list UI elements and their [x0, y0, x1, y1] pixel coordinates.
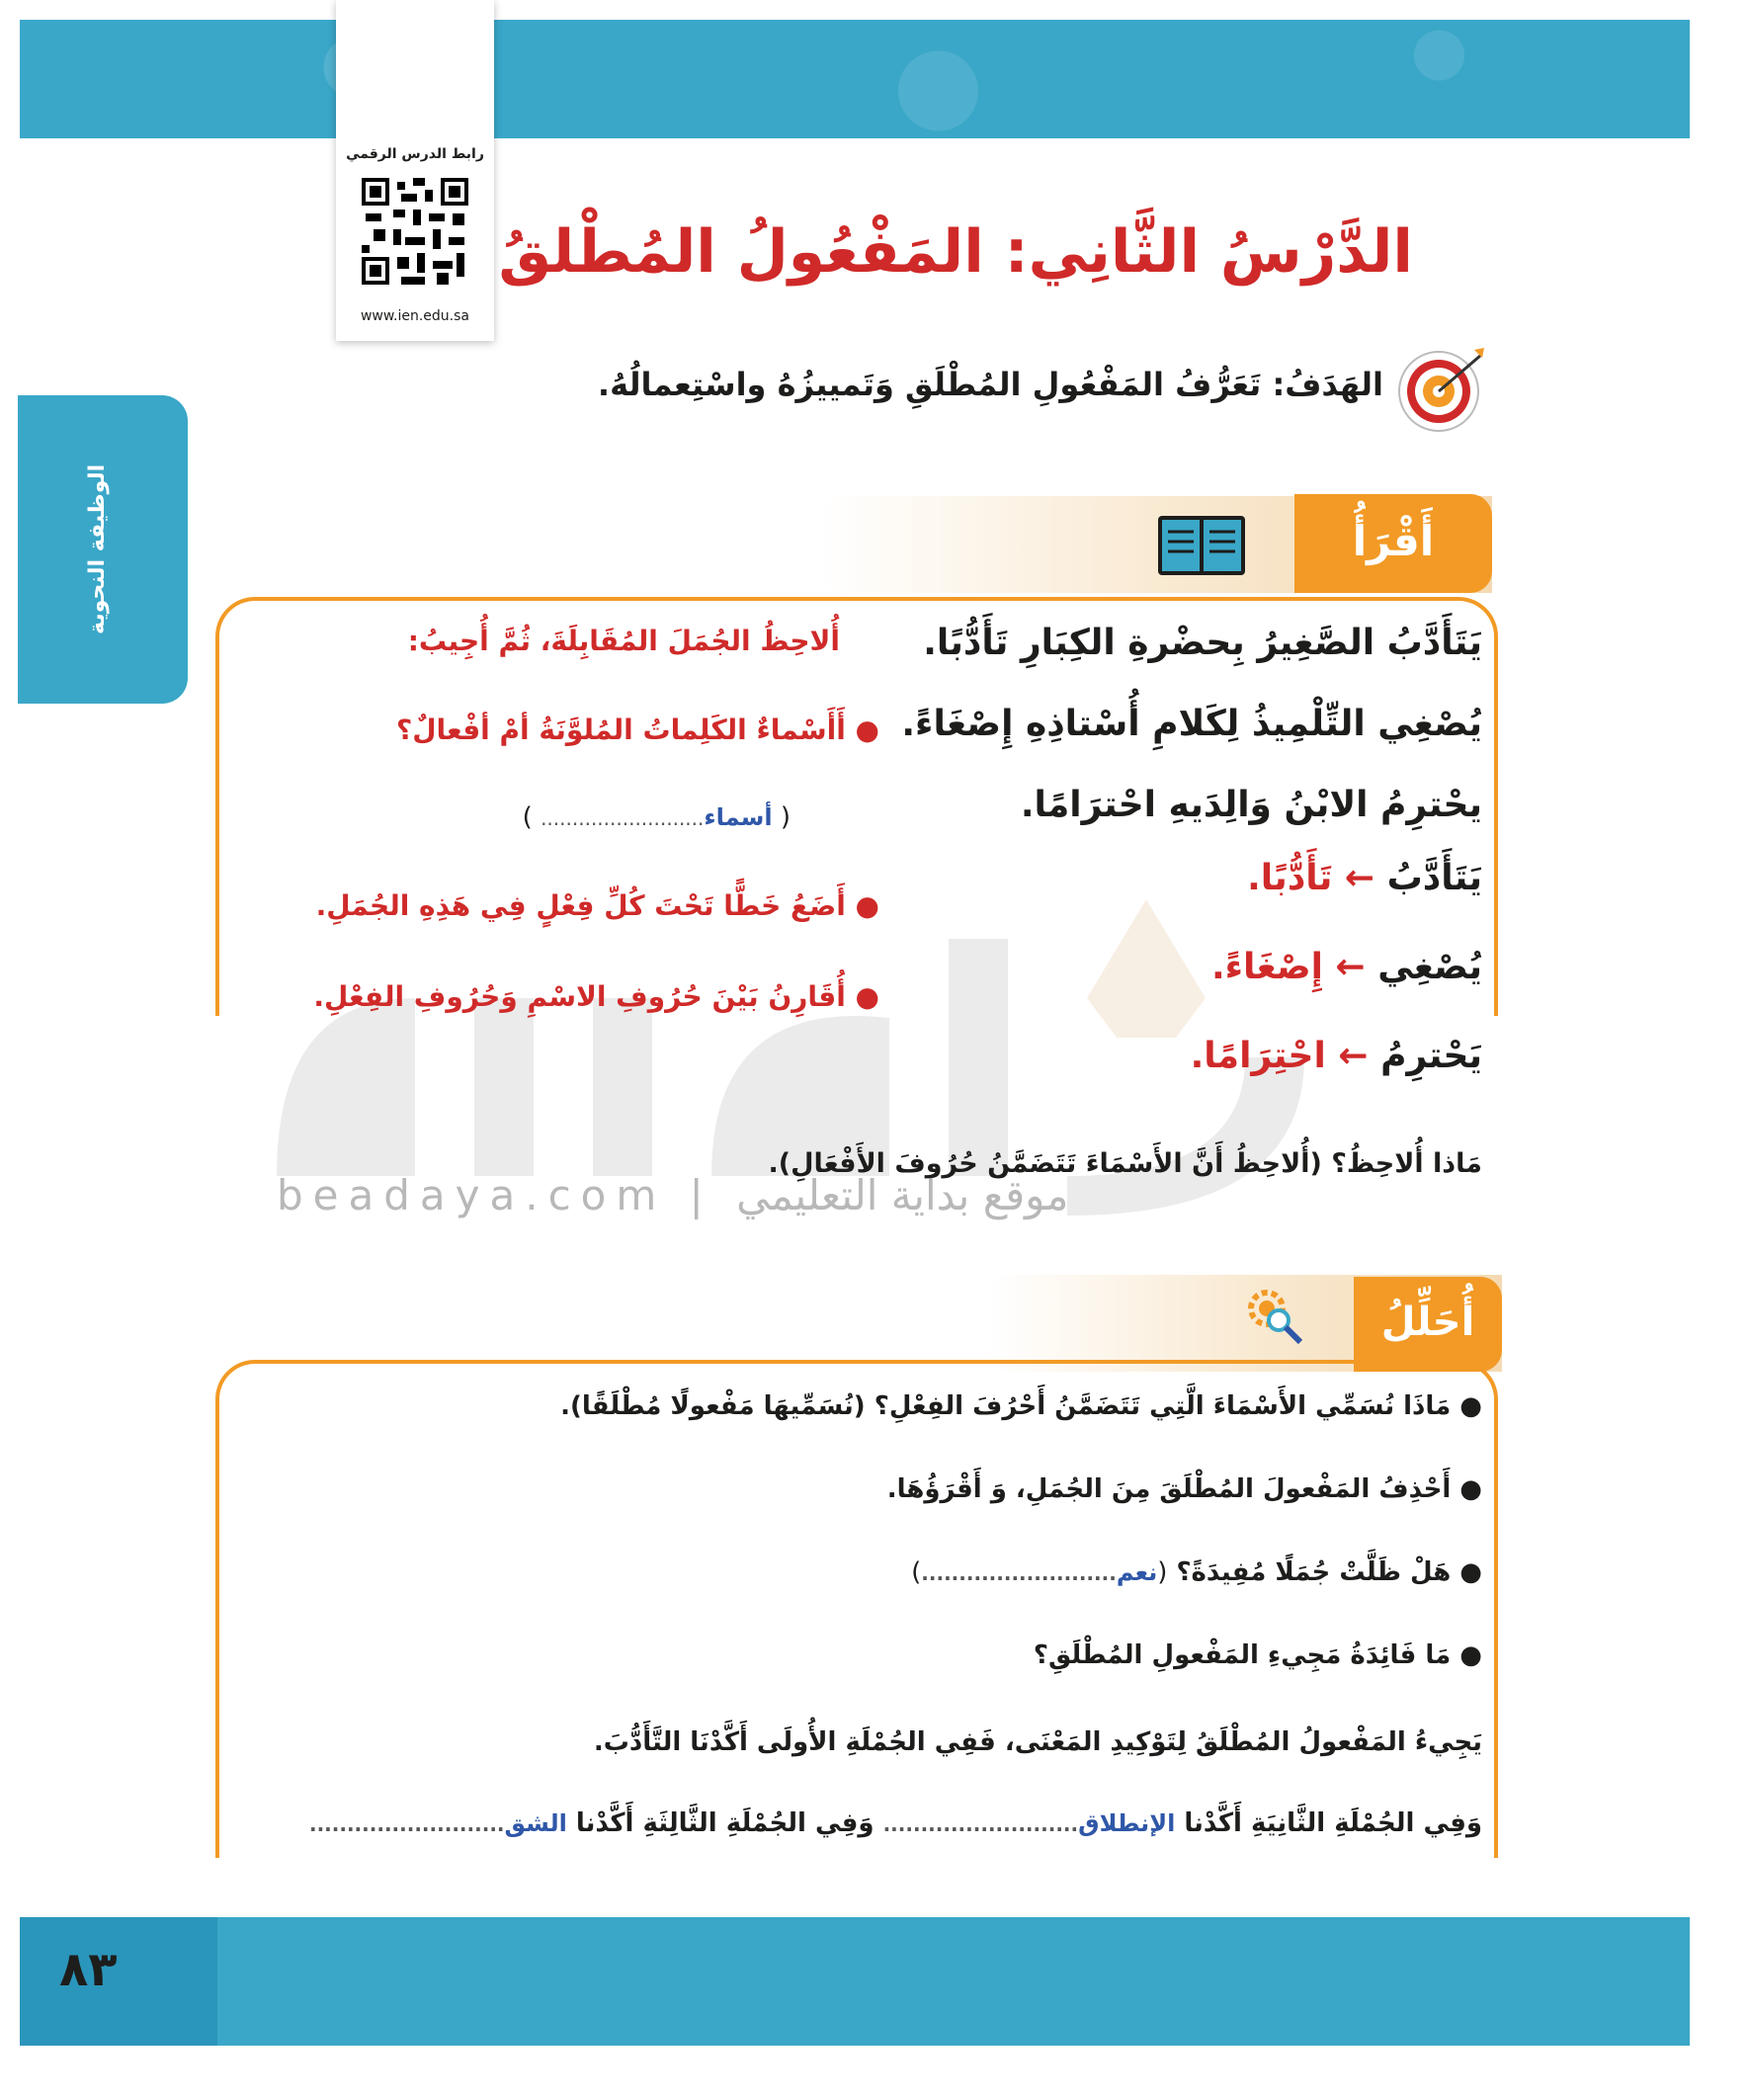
pair-row [1191, 1036, 1482, 1076]
bullet-text: مَا فَائِدَةُ مَجِيءِ المَفْعولِ المُطْلَقِ؟ [1033, 1640, 1452, 1670]
sentence-2: يُصْغِي التِّلْمِيذُ لِكَلامِ أُسْتاذِهِ إِصْغَاءً. [901, 704, 1482, 744]
answer-line-1[interactable] [523, 802, 791, 832]
question-text: أَضَعُ خَطًّا تَحْتَ كُلِّ فِعْلٍ فِي هَذِهِ الجُمَلِ. [315, 889, 846, 922]
fill-dots: .......................... [308, 1812, 505, 1836]
fill-answer-2: الشق [504, 1809, 567, 1837]
answer-dots: .......................... [921, 1561, 1117, 1585]
answer-open: ( [1157, 1557, 1168, 1587]
read-question-2: ● أَضَعُ خَطًّا تَحْتَ كُلِّ فِعْلٍ فِي هَذِهِ الجُمَلِ. [315, 889, 879, 922]
pair-noun: احْتِرَامًا. [1190, 1036, 1326, 1076]
read-question-1: ● أَأَسْماءٌ الكَلِماتُ المُلوَّنَةُ أمْ أفْعالٌ؟ [395, 714, 879, 746]
pair-noun: تَأَدُّبًا. [1247, 858, 1333, 898]
analyze-section-header: أُحَلِّلُ [1354, 1277, 1502, 1372]
question-text: أُقَارِنُ بَيْنَ حُرُوفِ الاسْمِ وَحُرُوفِ الفِعْلِ. [313, 980, 846, 1013]
qr-card[interactable] [336, 0, 494, 341]
read-instruction: أُلاحِظُ الجُمَلَ المُقَابِلَةَ، ثُمَّ أُجِيبُ: [407, 625, 840, 657]
analyze-bullet-4: ● مَا فَائِدَةُ مَجِيءِ المَفْعولِ المُطْلَقِ؟ [1033, 1640, 1482, 1670]
analyze-bullet-1: ● مَاذَا نُسَمِّي الأَسْمَاءَ الَّتِي تَتَضَمَّنُ أَحْرُفَ الفِعْلِ؟ (نُسَمِّيهَا مَفْعولًا مُطْلَقًا). [560, 1391, 1482, 1421]
answer-open: ( [780, 802, 791, 832]
pair-verb: يَحْترِمُ [1380, 1036, 1482, 1076]
lesson-goal: الهَدَفُ: تَعَرُّفُ المَفْعُولِ المُطْلَقِ وَتَمييزُهُ واسْتِعمالُهُ. [597, 366, 1383, 403]
lesson-title: الدَّرْسُ الثَّانِي: المَفْعُولُ المُطْلقُ [498, 217, 1413, 287]
page-number: ٨٣ [59, 1942, 118, 1997]
bottom-bar [20, 1917, 1690, 2046]
completion-b: وَفِي الجُمْلَةِ الثَّالِثَةِ أَكَّدْنا [575, 1808, 874, 1838]
bullet-text: هَلْ ظَلَّتْ جُمَلًا مُفِيدَةً؟ [1176, 1557, 1452, 1587]
answer-text-2: نعم [1116, 1558, 1158, 1586]
side-tab-label: الوظيفة النحوية [85, 464, 110, 635]
completion-a: وَفِي الجُمْلَةِ الثَّانِيَةِ أَكَّدْنا [1184, 1808, 1482, 1838]
qr-code-icon[interactable] [362, 178, 468, 285]
pair-arrow: ← [1335, 947, 1366, 987]
read-section-header: أَقْرَأُ [1294, 494, 1492, 593]
answer-dots: .......................... [541, 806, 705, 830]
bullet-text: مَاذَا نُسَمِّي الأَسْمَاءَ الَّتِي تَتَضَمَّنُ أَحْرُفَ الفِعْلِ؟ (نُسَمِّيهَا مَفْعولًا مُطْلَقًا). [560, 1391, 1452, 1421]
magnifier-gear-icon [1245, 1287, 1304, 1346]
answer-text-1: أسماء [704, 803, 773, 831]
watermark-text: beadaya.com | موقع بداية التعليمي [277, 1171, 1069, 1219]
completion-line[interactable] [309, 1808, 1482, 1838]
bullet-text: أَحْذِفُ المَفْعولَ المُطْلَقَ مِنَ الجُمَلِ، وَ أَقْرَؤُهَا. [886, 1474, 1452, 1504]
book-icon [1156, 514, 1247, 577]
read-question-3: ● أُقَارِنُ بَيْنَ حُرُوفِ الاسْمِ وَحُرُوفِ الفِعْلِ. [313, 980, 879, 1013]
observation: مَاذا أُلاحِظُ؟ (أُلاحِظُ أَنَّ الأَسْمَاءَ تَتَضَمَّنُ حُرُوفَ الأَفْعَالِ). [768, 1148, 1482, 1179]
analyze-frame [215, 1360, 1498, 1858]
sentence-1: يَتَأَدَّبُ الصَّغِيرُ بِحضْرةِ الكِبَارِ تَأَدُّبًا. [923, 623, 1482, 663]
explanation: يَجِيءُ المَفْعولُ المُطْلَقُ لِتَوْكِيدِ المَعْنَى، فَفِي الجُمْلَةِ الأُولَى أَكَّدْنَا التَّأَدُّبَ. [593, 1727, 1482, 1757]
pair-row [1211, 947, 1482, 987]
qr-url[interactable]: www.ien.edu.sa [360, 308, 470, 324]
sentence-3: يحْترِمُ الابْنُ وَالِدَيهِ احْترَامًا. [1020, 785, 1482, 825]
pair-verb: يُصْغِي [1377, 947, 1482, 987]
pair-noun: إِصْغَاءً. [1210, 947, 1323, 987]
pair-row [1247, 858, 1482, 898]
top-banner [20, 20, 1690, 138]
question-text: أَأَسْماءٌ الكَلِماتُ المُلوَّنَةُ أمْ أفْعالٌ؟ [395, 714, 846, 746]
pair-arrow: ← [1344, 858, 1375, 898]
bottom-corner [20, 1917, 217, 2046]
answer-close: ) [522, 802, 533, 832]
fill-answer-1: الإنطلاق [1078, 1809, 1176, 1837]
target-icon [1395, 344, 1486, 435]
analyze-bullet-2: ● أَحْذِفُ المَفْعولَ المُطْلَقَ مِنَ الجُمَلِ، وَ أَقْرَؤُهَا. [886, 1474, 1482, 1504]
pair-arrow: ← [1338, 1036, 1369, 1076]
pair-verb: يَتَأَدَّبُ [1386, 858, 1482, 898]
analyze-bullet-3: ● هَلْ ظَلَّتْ جُمَلًا مُفِيدَةً؟ (نعم..........................) [911, 1557, 1482, 1587]
qr-label: رابط الدرس الرقمي [346, 146, 484, 162]
fill-dots: .......................... [882, 1812, 1079, 1836]
answer-close: ) [911, 1557, 922, 1587]
